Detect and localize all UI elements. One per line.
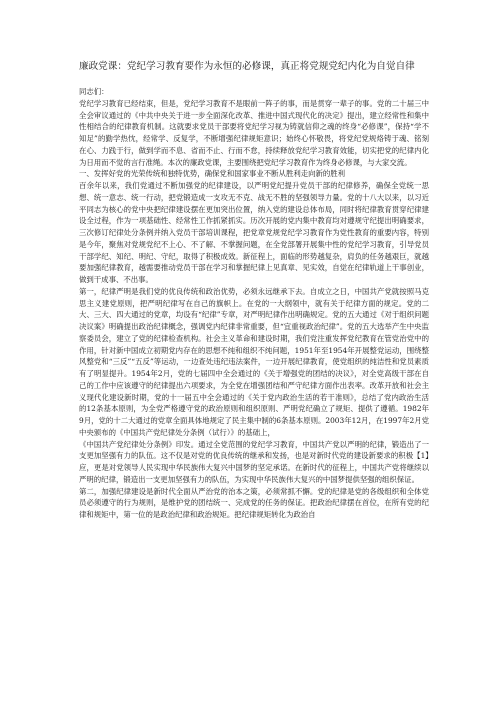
paragraph: 第二，加强纪律建设是新时代全面从严治党的治本之策，必须常抓不懈。党的纪律是党的各级组织和全体党员必须遵守的行为规则，是维护党的团结统一、完成党的任务的保证。把政治纪律摆在首位，在所有党的纪律和规矩中，第一位的是政治纪律和政治规矩。把纪律规矩转化为政治自	[79, 486, 429, 519]
section-heading: 一、发挥好党的光荣传统和独特优势，确保党和国家事业不断从胜利走向新的胜利	[79, 169, 346, 179]
paragraph: 百余年以来，我们党通过不断加强党的纪律建设，以严明党纪提升党员干部的纪律修养，确保全党统一思想、统一意志、统一行动，把党锻造成一支攻无不克、战无不胜的坚强领导力量。党的十八大以来，以习近平同志为核心的党中央把纪律建设摆在更加突出位置，纳入党的建设总体布局，同时将纪律教育贯穿纪律建设全过程，作为一项基础性、经常性工作抓紧抓实。历次开展的党内集中教育均对遵规守纪提出明确要求，三次修订纪律处分条例并纳入党员干部培训课程，把党章党规党纪学习教育作为党性教育的重要内容，特别是今年，聚焦对党规党纪不上心、不了解、不掌握问题，在全党部署开展集中性的党纪学习教育，引导党员干部学纪、知纪、明纪、守纪，取得了积极成效。新征程上，面临的形势越复杂，肩负的任务越艰巨，就越要加强纪律教育，越需要推动党员干部在学习和掌握纪律上见真章、见实效，自觉在纪律轨道上干事创业，做到干成事、不出事。	[79, 181, 429, 284]
paragraph: 《中国共产党纪律处分条例》印发。通过全党范围的党纪学习教育，中国共产党以严明的纪律，锻造出了一支更加坚强有力的队伍。这不仅是对党的优良传统的继承和发扬，也是对新时代党的建设新要求的积极【1】应，更是对党领导人民实现中华民族伟大复兴中国梦的坚定承诺。在新时代的征程上，中国共产党将继续以严明的纪律，锻造出一支更加坚强有力的队伍，为实现中华民族伟大复兴的中国梦提供坚强的组织保证。	[79, 439, 429, 484]
greeting: 同志们：	[79, 87, 109, 96]
paragraph: 党纪学习教育已经结束，但是，党纪学习教育不是眼前一阵子的事，而是贯穿一辈子的事。党的二十届三中全会审议通过的《中共中央关于进一步全面深化改革、推进中国式现代化的决定》提出，建立经常性和集中性相结合的纪律教育机制。这就要求党员干部要将党纪学习视为铸就信仰之魂的终身“必修课”，保持“学不知足”的勤学热忱，经常学、反复学，不断增强纪律规矩意识；始终心怀敬畏，将党纪党规烙铸于魂、铭刻在心、力践于行，做到学而不息、省而不止、行而不怠，持续释放党纪学习教育效能，切实把党的纪律内化为日用而不觉的言行准绳。本次的廉政党课，主要围绕把党纪学习教育作为终身必修课，与大家交流。	[79, 98, 429, 167]
document-body	[79, 86, 429, 521]
document-title: 廉政党课：党纪学习教育要作为永恒的必修课，真正将党规党纪内化为自觉自律	[79, 61, 415, 72]
paragraph: 第一，纪律严明是我们党的优良传统和政治优势，必须永远继承下去。自成立之日，中国共产党就按照马克思主义建党原则，把严明纪律写在自己的旗帜上。在党的一大纲领中，就有关于纪律方面的规定。党的二大、三大、四大通过的党章，均设有“纪律”专章，对严明纪律作出明确规定。党的五大通过《对于组织问题决议案》明确提出政治纪律概念，强调党内纪律非常重要，但“宜重视政治纪律”。党的五大选举产生中央监察委员会，建立了党的纪律检查机构。社会主义革命和建设时期，我们党注重发挥党纪教育在管党治党中的作用，针对新中国成立初期党内存在的思想不纯和组织不纯问题，1951年至1954年开展整党运动，围绕整风整党和“三反”“五反”等运动，一边查处违纪违法案件，一边开展纪律教育，使党组织的纯洁性和党员素质有了明显提升。1954年2月，党的七届四中全会通过的《关于增强党的团结的决议》，对全党高级干部在自己的工作中应该遵守的纪律提出六项要求，为全党在增强团结和严守纪律方面作出表率。改革开放和社会主义现代化建设新时期，党的十一届五中全会通过的《关于党内政治生活的若干准则》，总结了党内政治生活的12条基本原则，为全党严格遵守党的政治原则和组织原则、严明党纪确立了规矩、提供了遵循。1982年9月，党的十二大通过的党章全面具体地规定了民主集中制的6条基本原则。2003年12月，在1997年2月党中央颁布的《中国共产党纪律处分条例（试行）》的基础上，	[79, 286, 429, 437]
